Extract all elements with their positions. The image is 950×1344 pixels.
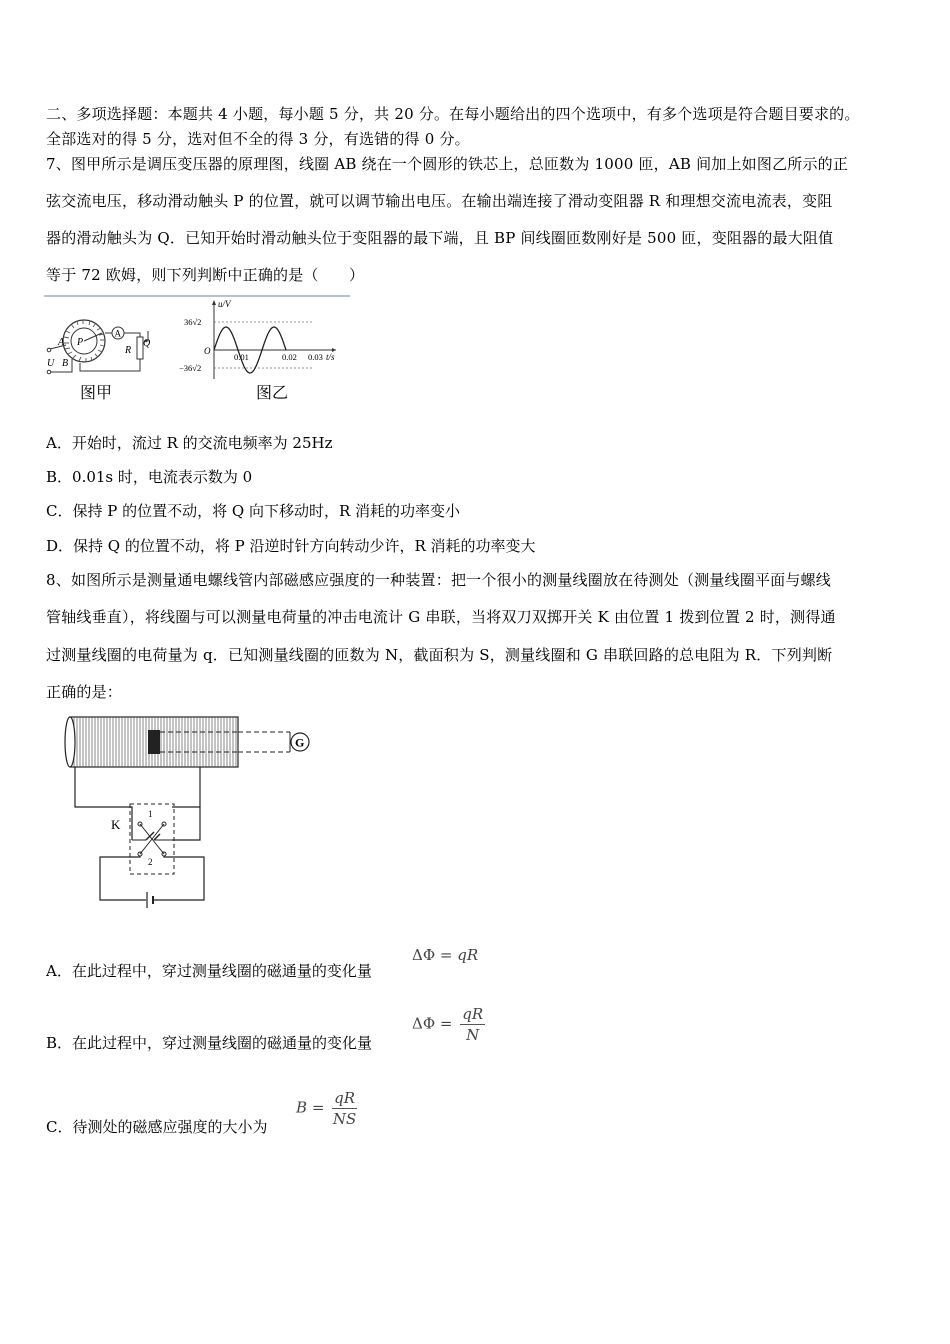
formula-b-fraction [460, 1005, 485, 1044]
label-r: R [125, 345, 132, 356]
graph-tick-3: 0.03 [308, 352, 323, 362]
formula-c-eq: = [311, 1098, 325, 1117]
battery-wire-left [100, 856, 146, 900]
galvanometer-label: G [295, 735, 305, 750]
caption-right: 图乙 [256, 383, 289, 402]
label-b: B [62, 358, 69, 369]
q8-line-2: 管轴线垂直），将线圈与可以测量电荷量的冲击电流计 G 串联，当将双刀双掷开关 K 由位置 1 拨到位置 2 时，测得通 [46, 608, 836, 626]
q7-option-b: B．0.01s 时，电流表示数为 0 [46, 468, 253, 486]
ammeter-label: A [114, 328, 121, 339]
q7-line-1: 7、图甲所示是调压变压器的原理图，线圈 AB 绕在一个圆形的铁芯上，总匝数为 1000 匝，AB 间加上如图乙所示的正 [46, 155, 849, 173]
q8-option-a-formula [412, 946, 478, 964]
solenoid-end [65, 717, 75, 767]
q8-option-c [46, 1116, 267, 1137]
section-header-line-2: 全部选对的得 5 分，选对但不全的得 3 分，有选错的得 0 分。 [46, 130, 470, 148]
label-p: P [77, 337, 84, 348]
switch-pos-1: 1 [148, 809, 153, 819]
q7-option-c: C．保持 P 的位置不动，将 Q 向下移动时，R 消耗的功率变小 [46, 502, 461, 520]
terminal-b [47, 370, 51, 374]
switch-pos-2: 2 [148, 857, 153, 867]
graph-ymax-label: 36√2 [184, 317, 202, 327]
q7-option-d: D．保持 Q 的位置不动，将 P 沿逆时针方向转动少许，R 消耗的功率变大 [46, 537, 536, 555]
graph-tick-2: 0.02 [282, 352, 297, 362]
label-u: U [47, 358, 55, 369]
wire-left [75, 767, 132, 840]
graph-x-label: t/s [326, 352, 335, 362]
formula-b-lhs: ΔΦ [412, 1014, 436, 1033]
battery-wire-right [154, 856, 204, 900]
graph-ymin-label: −36√2 [179, 363, 202, 373]
formula-a-rhs: qR [457, 946, 479, 964]
terminal-a [47, 348, 51, 352]
q8-option-b-text: B．在此过程中，穿过测量线圈的磁通量的变化量 [46, 1034, 373, 1052]
q8-line-3: 过测量线圈的电荷量为 q．已知测量线圈的匝数为 N，截面积为 S，测量线圈和 G 串联回路的总电阻为 R．下列判断 [46, 646, 833, 664]
wire-right-mid [172, 807, 200, 840]
formula-c-lhs: B [296, 1098, 308, 1117]
label-q: Q [143, 338, 151, 349]
q8-line-1: 8、如图所示是测量通电螺线管内部磁感应强度的一种装置：把一个很小的测量线圈放在待测处（测量线圈平面与螺线 [46, 571, 831, 589]
switch-k-label: K [111, 817, 121, 832]
transformer-diagram [47, 320, 151, 402]
voltage-graph [179, 299, 336, 402]
formula-a-lhs: ΔΦ [412, 946, 436, 964]
formula-b-den: N [466, 1026, 480, 1044]
wire-right-top [172, 767, 200, 807]
q8-option-c-formula [296, 1089, 357, 1128]
graph-y-label: u/V [218, 299, 231, 309]
section-header-line-1: 二、多项选择题：本题共 4 小题，每小题 5 分，共 20 分。在每小题给出的四个选项中，有多个选项是符合题目要求的。 [46, 105, 860, 123]
q8-option-a-text: A．在此过程中，穿过测量线圈的磁通量的变化量 [46, 962, 372, 980]
label-a: A [58, 337, 65, 348]
wire-out-2 [124, 333, 140, 337]
q7-line-2: 弦交流电压，移动滑动触头 P 的位置，就可以调节输出电压。在输出端连接了滑动变阻器 R 和理想交流电流表，变阻 [46, 192, 833, 210]
formula-a-eq: = [439, 946, 453, 964]
solenoid [65, 717, 309, 767]
q7-figure [44, 293, 354, 408]
q8-option-b-formula [412, 1005, 485, 1044]
formula-b-eq: = [439, 1014, 453, 1033]
measurement-coil [148, 730, 160, 754]
q8-figure [60, 712, 320, 912]
q7-line-3: 器的滑动触头为 Q．已知开始时滑动触头位于变阻器的最下端，且 BP 间线圈匝数刚好是 500 匝，变阻器的最大阻值 [46, 229, 834, 247]
formula-c-num: qR [334, 1089, 356, 1107]
formula-b-num: qR [462, 1005, 484, 1023]
graph-tick-1: 0.01 [234, 352, 249, 362]
q8-option-a [46, 960, 372, 981]
formula-c-fraction [332, 1089, 357, 1128]
q8-option-c-text: C．待测处的磁感应强度的大小为 [46, 1118, 268, 1136]
graph-y-arrow [212, 300, 216, 305]
graph-origin: O [204, 346, 211, 356]
caption-left: 图甲 [80, 383, 113, 402]
q8-option-b [46, 1032, 372, 1053]
formula-c-den: NS [332, 1110, 357, 1128]
slider-p [84, 333, 102, 341]
q7-line-4: 等于 72 欧姆，则下列判断中正确的是（ ） [46, 266, 365, 284]
q8-line-4: 正确的是： [46, 683, 123, 701]
q7-option-a: A．开始时，流过 R 的交流电频率为 25Hz [46, 434, 333, 452]
